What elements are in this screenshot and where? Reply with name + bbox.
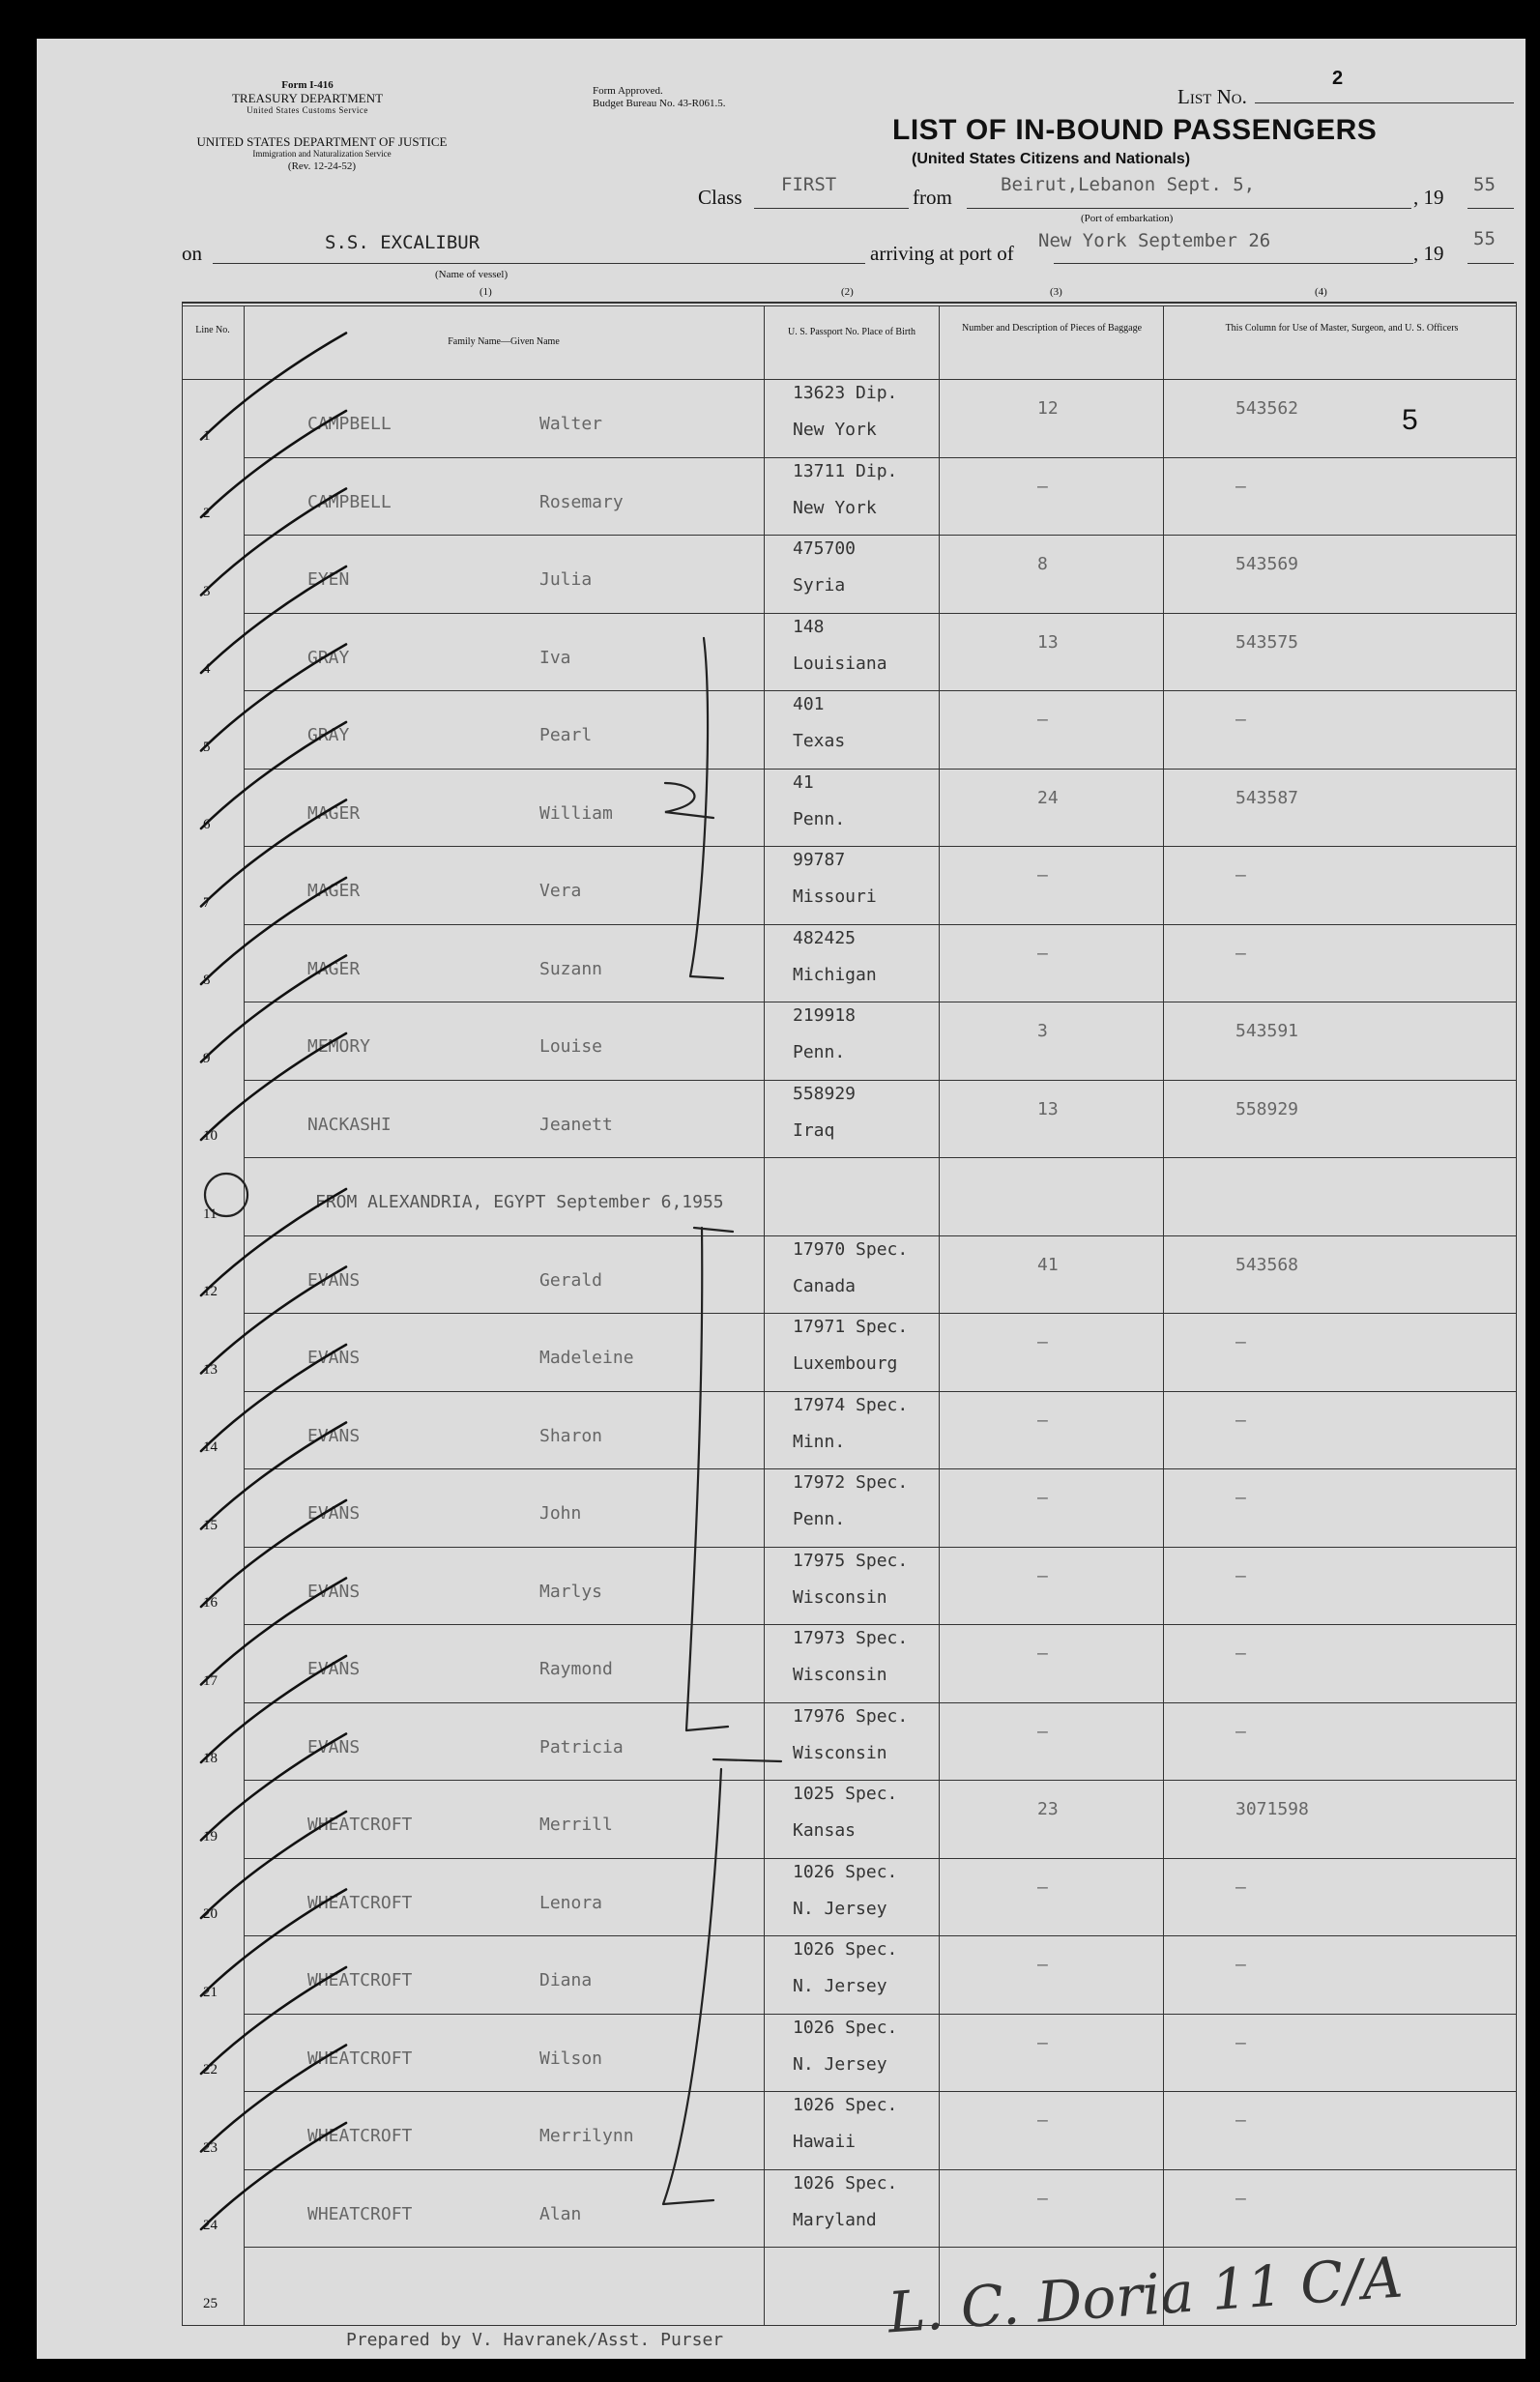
from-label: from	[913, 186, 952, 209]
given-name: Suzann	[539, 958, 603, 979]
form-number: Form I-416	[281, 79, 334, 91]
col-header-officers: This Column for Use of Master, Surgeon, and U. S. Officers	[1225, 323, 1459, 334]
family-name: GRAY	[307, 647, 350, 668]
officer-number: 543587	[1235, 787, 1299, 808]
line-number: 24	[203, 2218, 218, 2233]
place-of-birth: Syria	[793, 575, 846, 596]
family-name: CAMPBELL	[307, 491, 392, 512]
given-name: Lenora	[539, 1892, 603, 1913]
family-name: WHEATCROFT	[307, 2048, 413, 2069]
department: TREASURY DEPARTMENT	[231, 91, 384, 105]
revision: (Rev. 12-24-52)	[287, 160, 357, 172]
list-no-label: List No.	[1177, 85, 1247, 108]
officer-number: –	[1235, 1721, 1246, 1742]
line-number: 4	[203, 661, 211, 677]
family-name: EVANS	[307, 1659, 361, 1680]
place-of-birth: N. Jersey	[793, 1898, 887, 1919]
given-name: Vera	[539, 881, 582, 902]
officer-number: 543575	[1235, 631, 1299, 653]
line-number: 5	[203, 739, 211, 755]
family-name: WHEATCROFT	[307, 1815, 413, 1836]
place-of-birth: Luxembourg	[793, 1353, 898, 1374]
line-number: 20	[203, 1906, 218, 1922]
officer-number: 3071598	[1235, 1799, 1309, 1819]
given-name: Rosemary	[539, 491, 624, 512]
officer-number: –	[1235, 710, 1246, 730]
officer-number: –	[1235, 943, 1246, 964]
passport-number: 475700	[793, 538, 857, 559]
form-approved: Form Approved.	[593, 85, 663, 97]
check-mark	[201, 2123, 346, 2229]
passport-number: 1025 Spec.	[793, 1784, 898, 1804]
service: United States Customs Service	[247, 105, 368, 115]
page-title: LIST OF IN-BOUND PASSENGERS	[892, 114, 1378, 146]
passport-number: 558929	[793, 1083, 857, 1104]
baggage-count: –	[1037, 1955, 1048, 1975]
officer-number: –	[1235, 2110, 1246, 2131]
passport-number: 1026 Spec.	[793, 2095, 898, 2115]
place-of-birth: Iraq	[793, 1119, 835, 1141]
baggage-count: –	[1037, 1565, 1048, 1586]
family-name: WHEATCROFT	[307, 1892, 413, 1913]
place-of-birth: Penn.	[793, 1042, 846, 1062]
year-prefix-2: , 19	[1413, 242, 1444, 265]
line-number: 8	[203, 973, 211, 988]
passport-number: 401	[793, 694, 825, 714]
class-value: FIRST	[781, 174, 837, 195]
given-name: Patricia	[539, 1736, 624, 1757]
immigration-service: Immigration and Naturalization Service	[252, 149, 392, 159]
place-of-birth: Kansas	[793, 1820, 857, 1841]
place-of-birth: New York	[793, 420, 877, 440]
baggage-count: –	[1037, 943, 1048, 964]
baggage-count: –	[1037, 2188, 1048, 2209]
page-subtitle: (United States Citizens and Nationals)	[912, 151, 1191, 167]
place-of-birth: N. Jersey	[793, 1976, 887, 1996]
footer-prepared: Prepared by V. Havranek/Asst. Purser	[346, 2330, 724, 2350]
year-prefix-1: , 19	[1413, 186, 1444, 209]
given-name: William	[539, 802, 613, 824]
officer-number: –	[1235, 1332, 1246, 1352]
line-number: 18	[203, 1751, 218, 1766]
baggage-count: 23	[1037, 1799, 1059, 1819]
vessel-value: S.S. EXCALIBUR	[325, 232, 480, 253]
place-of-birth: Wisconsin	[793, 1742, 887, 1763]
list-no-value: 2	[1332, 68, 1344, 89]
col-num-3: (3)	[1050, 286, 1062, 298]
baggage-count: –	[1037, 2032, 1048, 2053]
passport-number: 1026 Spec.	[793, 1939, 898, 1960]
place-of-birth: Penn.	[793, 1509, 846, 1529]
place-of-birth: Michigan	[793, 964, 877, 985]
given-name: Wilson	[539, 2048, 603, 2069]
baggage-count: –	[1037, 1876, 1048, 1898]
officer-number: 543591	[1235, 1021, 1299, 1041]
family-name: MAGER	[307, 958, 361, 979]
passport-number: 148	[793, 616, 825, 637]
baggage-count: –	[1037, 1488, 1048, 1508]
baggage-count: 41	[1037, 1254, 1059, 1275]
line-number: 13	[203, 1361, 218, 1378]
passport-number: 17972 Spec.	[793, 1472, 909, 1493]
passport-number: 17975 Spec.	[793, 1550, 909, 1571]
officer-number: –	[1235, 1565, 1246, 1586]
given-name: Iva	[539, 647, 571, 668]
baggage-count: 8	[1037, 554, 1048, 574]
officer-mark: 5	[1402, 404, 1418, 436]
baggage-count: 24	[1037, 787, 1059, 808]
passport-number: 99787	[793, 850, 846, 870]
place-of-birth: Louisiana	[793, 653, 887, 674]
baggage-count: –	[1037, 2110, 1048, 2131]
on-label: on	[182, 242, 202, 265]
baggage-count: –	[1037, 710, 1048, 730]
passport-number: 13623 Dip.	[793, 383, 898, 403]
arrival-value: New York September 26	[1038, 230, 1271, 251]
col-num-1: (1)	[479, 286, 492, 298]
line-number: 25	[203, 2295, 218, 2311]
family-name: NACKASHI	[307, 1114, 392, 1135]
line-number: 17	[203, 1672, 218, 1689]
line-number: 9	[203, 1050, 211, 1066]
line-number: 12	[203, 1284, 218, 1299]
family-name: WHEATCROFT	[307, 1970, 413, 1991]
family-name: FROM ALEXANDRIA, EGYPT September 6,1955	[315, 1192, 724, 1213]
place-of-birth: Hawaii	[793, 2132, 857, 2152]
given-name: Diana	[539, 1970, 593, 1991]
place-of-birth: Maryland	[793, 2209, 877, 2230]
line-number: 16	[203, 1595, 218, 1611]
line-number: 6	[203, 817, 211, 832]
col-num-4: (4)	[1315, 286, 1327, 298]
passport-number: 17974 Spec.	[793, 1394, 909, 1415]
passport-number: 41	[793, 771, 814, 793]
year-1: 55	[1473, 174, 1496, 195]
place-of-birth: New York	[793, 497, 877, 518]
given-name: Merrilynn	[539, 2126, 634, 2147]
family-name: WHEATCROFT	[307, 2203, 413, 2224]
family-name: GRAY	[307, 725, 350, 746]
family-name: MAGER	[307, 881, 361, 902]
passport-number: 482425	[793, 927, 857, 948]
officer-number: 543562	[1235, 398, 1299, 419]
officer-number: –	[1235, 1955, 1246, 1975]
given-name: Sharon	[539, 1425, 603, 1446]
line-number: 19	[203, 1828, 218, 1845]
family-name: EVANS	[307, 1736, 361, 1757]
budget-bureau: Budget Bureau No. 43-R061.5.	[593, 98, 726, 109]
passport-number: 13711 Dip.	[793, 460, 898, 481]
from-value: Beirut,Lebanon Sept. 5,	[1001, 174, 1256, 195]
officer-number: –	[1235, 1643, 1246, 1664]
baggage-count: 13	[1037, 1098, 1059, 1119]
family-name: EVANS	[307, 1581, 361, 1602]
line-number: 3	[203, 583, 211, 599]
given-name: Raymond	[539, 1659, 613, 1680]
col-header-name: Family Name—Given Name	[448, 336, 560, 347]
passenger-list-page	[37, 39, 1525, 2359]
baggage-count: 3	[1037, 1021, 1048, 1041]
baggage-count: –	[1037, 865, 1048, 886]
given-name: Pearl	[539, 725, 593, 746]
officer-number: –	[1235, 2188, 1246, 2209]
place-of-birth: Wisconsin	[793, 1665, 887, 1685]
officer-number: –	[1235, 1488, 1246, 1508]
family-name: EVANS	[307, 1425, 361, 1446]
col-header-baggage: Number and Description of Pieces of Baggage	[961, 323, 1143, 334]
passport-number: 1026 Spec.	[793, 2017, 898, 2038]
passport-number: 17976 Spec.	[793, 1705, 909, 1727]
passport-number: 17970 Spec.	[793, 1238, 909, 1260]
justice-dept: UNITED STATES DEPARTMENT OF JUSTICE	[196, 134, 448, 149]
given-name: Louise	[539, 1036, 603, 1058]
family-name: MEMORY	[307, 1036, 371, 1058]
line-number: 21	[203, 1984, 218, 2000]
line-number: 10	[203, 1128, 218, 1144]
place-of-birth: Wisconsin	[793, 1586, 887, 1608]
passport-number: 17971 Spec.	[793, 1317, 909, 1337]
given-name: John	[539, 1503, 582, 1525]
check-mark	[201, 1033, 346, 1140]
family-name: EVANS	[307, 1348, 361, 1369]
given-name: Julia	[539, 569, 593, 591]
line-number: 14	[203, 1439, 218, 1455]
vessel-name-label: (Name of vessel)	[435, 269, 508, 280]
officer-number: –	[1235, 476, 1246, 497]
place-of-birth: Missouri	[793, 886, 877, 907]
col-header-passport: U. S. Passport No. Place of Birth	[788, 327, 915, 337]
baggage-count: –	[1037, 1643, 1048, 1664]
given-name: Jeanett	[539, 1114, 613, 1135]
passport-number: 1026 Spec.	[793, 1861, 898, 1882]
check-marks	[37, 39, 1525, 2359]
place-of-birth: Texas	[793, 731, 846, 751]
baggage-count: 13	[1037, 631, 1059, 653]
line-number: 7	[203, 894, 211, 911]
given-name: Madeleine	[539, 1348, 634, 1369]
officer-number: –	[1235, 1409, 1246, 1431]
baggage-count: –	[1037, 1721, 1048, 1742]
passport-number: 1026 Spec.	[793, 2172, 898, 2193]
baggage-count: –	[1037, 1332, 1048, 1352]
family-name: EVANS	[307, 1269, 361, 1291]
given-name: Alan	[539, 2203, 582, 2224]
family-name: CAMPBELL	[307, 414, 392, 435]
given-name: Marlys	[539, 1581, 603, 1602]
family-name: EVANS	[307, 1503, 361, 1525]
given-name: Gerald	[539, 1269, 603, 1291]
port-embark-label: (Port of embarkation)	[1081, 213, 1174, 224]
officer-number: –	[1235, 865, 1246, 886]
given-name: Merrill	[539, 1815, 613, 1836]
line-number: 22	[203, 2062, 218, 2077]
given-name: Walter	[539, 414, 603, 435]
place-of-birth: Minn.	[793, 1431, 846, 1452]
family-name: EYEN	[307, 569, 350, 591]
passport-number: 17973 Spec.	[793, 1628, 909, 1648]
place-of-birth: Penn.	[793, 808, 846, 829]
baggage-count: –	[1037, 476, 1048, 497]
family-name: WHEATCROFT	[307, 2126, 413, 2147]
arriving-label: arriving at port of	[870, 242, 1014, 265]
passport-number: 219918	[793, 1005, 857, 1026]
family-name: MAGER	[307, 802, 361, 824]
line-number: 2	[203, 506, 211, 521]
col-num-2: (2)	[841, 286, 854, 298]
inspector-signature: L. C. Doria 11 C/A	[886, 2244, 1406, 2346]
place-of-birth: N. Jersey	[793, 2053, 887, 2075]
year-2: 55	[1473, 228, 1496, 249]
place-of-birth: Canada	[793, 1275, 857, 1296]
officer-number: –	[1235, 1876, 1246, 1898]
baggage-count: 12	[1037, 398, 1059, 419]
officer-number: 558929	[1235, 1098, 1299, 1119]
baggage-count: –	[1037, 1409, 1048, 1431]
class-label: Class	[698, 186, 742, 209]
officer-number: 543568	[1235, 1254, 1299, 1275]
line-number: 15	[203, 1517, 218, 1533]
officer-number: –	[1235, 2032, 1246, 2053]
line-number: 1	[203, 427, 211, 444]
col-header-line: Line No.	[195, 325, 230, 335]
officer-number: 543569	[1235, 554, 1299, 574]
line-number: 11	[203, 1206, 218, 1222]
line-number: 23	[203, 2139, 218, 2156]
